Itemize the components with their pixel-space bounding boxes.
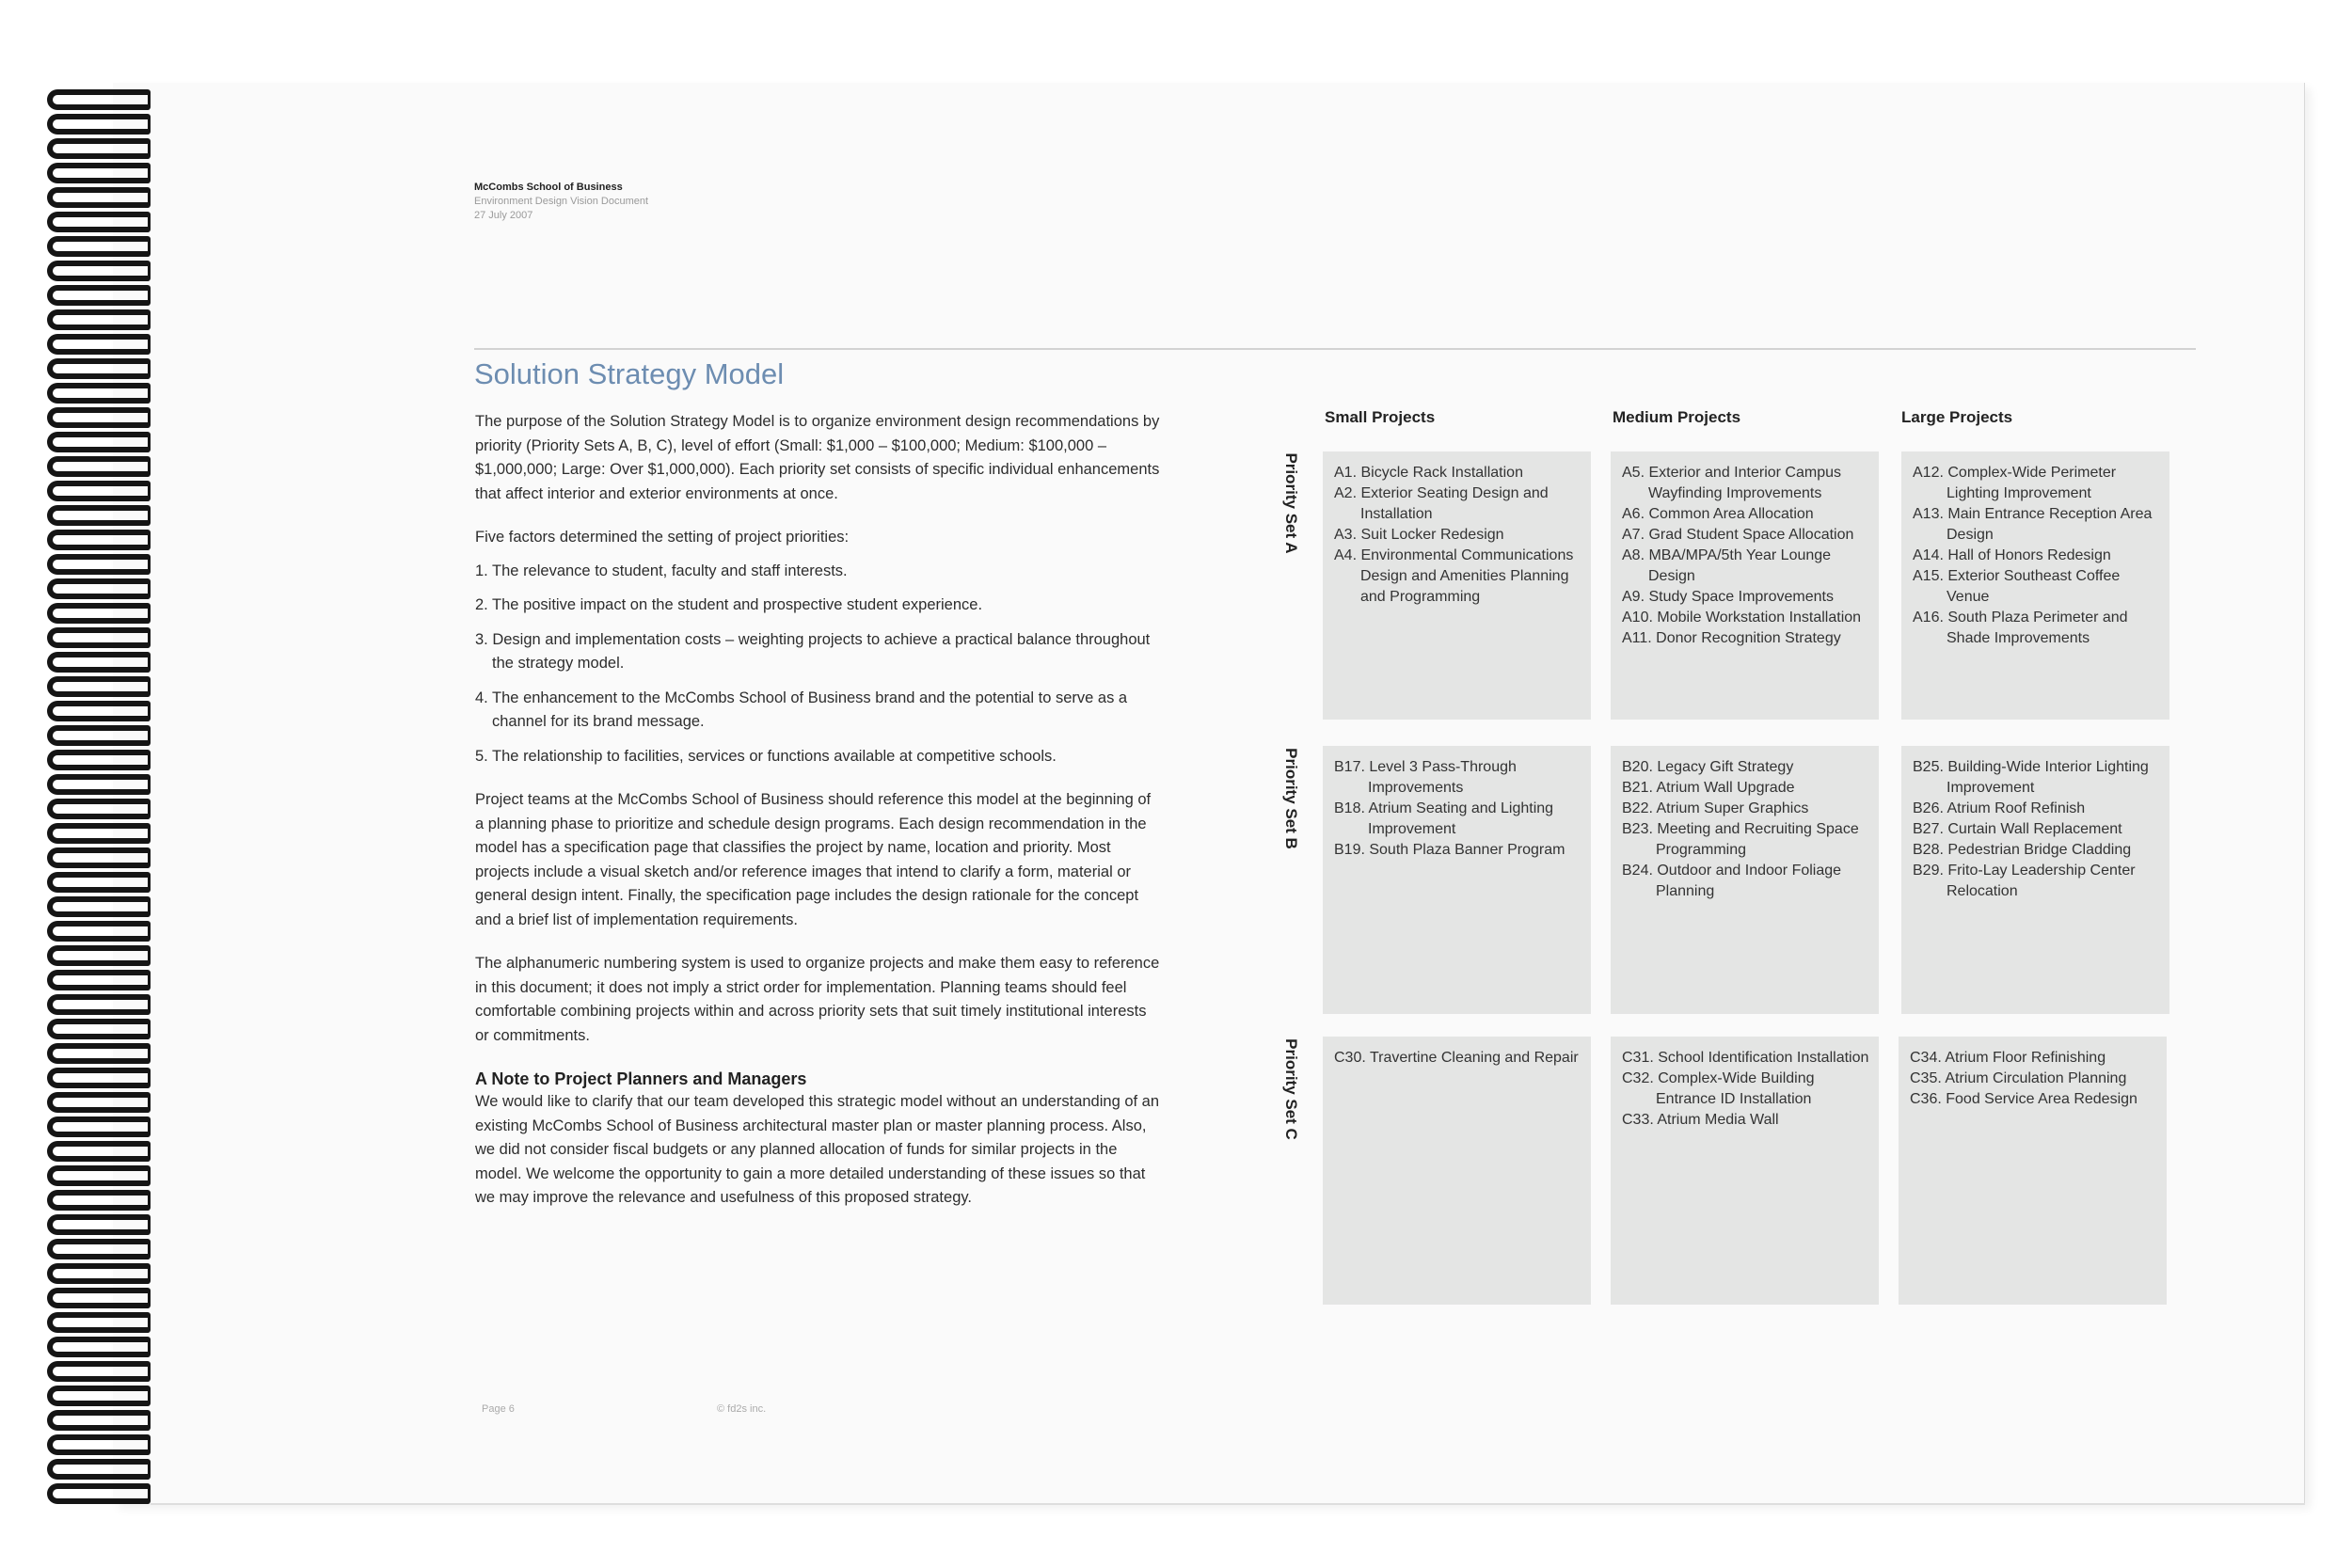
body-text [475, 410, 1162, 1211]
binding-coil [47, 1214, 151, 1235]
project-item: B19. South Plaza Banner Program [1334, 842, 1565, 858]
project-item: A6. Common Area Allocation [1622, 506, 1814, 522]
binding-coil [47, 1019, 151, 1039]
binding-coil [47, 774, 151, 795]
cell-a-large [1901, 451, 2169, 720]
binding-coil [47, 456, 151, 477]
binding-coil [47, 358, 151, 379]
binding-coil [47, 309, 151, 330]
copyright: © fd2s inc. [717, 1403, 767, 1415]
project-item: B23. Meeting and Recruiting Space Programming [1622, 821, 1859, 858]
document-header [474, 181, 648, 223]
factor-item: 1. The relevance to student, faculty and staff interests. [475, 562, 848, 579]
binding-coil [47, 1434, 151, 1455]
header-date: 27 July 2007 [474, 210, 533, 221]
project-item: A11. Donor Recognition Strategy [1622, 630, 1841, 646]
project-item: B28. Pedestrian Bridge Cladding [1913, 842, 2132, 858]
page-number: Page 6 [482, 1403, 515, 1415]
header-divider [474, 348, 2196, 350]
intro-paragraph: The purpose of the Solution Strategy Model is to organize environment design recommendations by priority (Priority Sets A, B, C), level of effort (Small: $1,000 – $100,000; Medium: $100,000 – $1,000,000; Large: Over $1,000,000). Each priority set consists of specific individual enhancements that affect interior and exterior environments at once. [475, 413, 1160, 502]
binding-coil [47, 1337, 151, 1357]
binding-coil [47, 1068, 151, 1088]
binding-coil [47, 970, 151, 990]
project-item: C32. Complex-Wide Building Entrance ID Installation [1622, 1070, 1815, 1107]
binding-coil [47, 1459, 151, 1480]
project-item: C34. Atrium Floor Refinishing [1910, 1050, 2106, 1066]
priority-set-c-label: Priority Set C [1282, 1038, 1300, 1140]
project-item: A10. Mobile Workstation Installation [1622, 610, 1862, 626]
factor-item: 3. Design and implementation costs – weighting projects to achieve a practical balance throughout the strategy model. [475, 630, 1151, 672]
binding-coil [47, 627, 151, 648]
binding-coil [47, 578, 151, 599]
binding-coil [47, 1239, 151, 1259]
project-item: A12. Complex-Wide Perimeter Lighting Improvement [1913, 465, 2117, 501]
column-heading-large: Large Projects [1901, 408, 2013, 426]
project-item: A1. Bicycle Rack Installation [1334, 465, 1523, 481]
binding-coil [47, 1263, 151, 1284]
project-item: B17. Level 3 Pass-Through Improvements [1334, 759, 1517, 796]
binding-coil [47, 1361, 151, 1382]
binding-coil [47, 896, 151, 917]
project-item: B21. Atrium Wall Upgrade [1622, 780, 1795, 796]
project-item: A13. Main Entrance Reception Area Design [1913, 506, 2153, 543]
factor-item: 5. The relationship to facilities, services or functions available at competitive schools. [475, 747, 1057, 765]
project-item: B18. Atrium Seating and Lighting Improvement [1334, 800, 1554, 837]
project-item: A7. Grad Student Space Allocation [1622, 527, 1854, 543]
project-item: C31. School Identification Installation [1622, 1050, 1869, 1066]
project-item: B24. Outdoor and Indoor Foliage Planning [1622, 863, 1842, 899]
binding-coil [47, 1312, 151, 1333]
factor-item: 2. The positive impact on the student and prospective student experience. [475, 596, 983, 613]
binding-coil [47, 505, 151, 526]
header-document: Environment Design Vision Document [474, 196, 649, 207]
binding-coil [47, 701, 151, 721]
project-item: A8. MBA/MPA/5th Year Lounge Design [1622, 547, 1832, 584]
project-item: A14. Hall of Honors Redesign [1913, 547, 2111, 563]
binding-coil [47, 1092, 151, 1113]
project-item: C35. Atrium Circulation Planning [1910, 1070, 2127, 1086]
binding-coil [47, 847, 151, 868]
project-item: C36. Food Service Area Redesign [1910, 1091, 2137, 1107]
binding-coil [47, 212, 151, 232]
binding-coil [47, 163, 151, 183]
binding-coil [47, 1141, 151, 1162]
cell-c-small [1323, 1037, 1591, 1305]
spiral-binding [38, 89, 160, 1519]
binding-coil [47, 823, 151, 844]
project-item: A16. South Plaza Perimeter and Shade Improvements [1913, 610, 2128, 646]
factor-item: 4. The enhancement to the McCombs School of Business brand and the potential to serve as a channel for its brand message. [475, 689, 1128, 730]
note-paragraph: We would like to clarify that our team developed this strategic model without an understanding of an existing McCombs School of Business architectural master plan or master planning process. Also, we did not consider fiscal budgets or any planned allocation of funds for similar projects in the model. We welcome the opportunity to gain a more detailed understanding of these issues so that we may improve the relevance and usefulness of this proposed strategy. [475, 1093, 1160, 1206]
binding-coil [47, 285, 151, 306]
project-item: B26. Atrium Roof Refinish [1913, 800, 2086, 816]
binding-coil [47, 89, 151, 110]
binding-coil [47, 432, 151, 452]
binding-coil [47, 1190, 151, 1211]
binding-coil [47, 1288, 151, 1308]
cell-b-small [1323, 746, 1591, 1014]
cell-c-large [1899, 1037, 2167, 1305]
binding-coil [47, 725, 151, 746]
binding-coil [47, 1165, 151, 1186]
priority-set-a-label: Priority Set A [1282, 452, 1300, 554]
note-heading: A Note to Project Planners and Managers [475, 1069, 807, 1088]
cell-c-medium [1611, 1037, 1879, 1305]
project-item: A15. Exterior Southeast Coffee Venue [1913, 568, 2121, 605]
project-item: B29. Frito-Lay Leadership Center Relocation [1913, 863, 2136, 899]
cell-a-small [1323, 451, 1591, 720]
binding-coil [47, 236, 151, 257]
binding-coil [47, 945, 151, 966]
binding-coil [47, 114, 151, 135]
binding-coil [47, 603, 151, 624]
project-item: C33. Atrium Media Wall [1622, 1112, 1779, 1128]
binding-coil [47, 872, 151, 893]
project-item: C30. Travertine Cleaning and Repair [1334, 1050, 1579, 1066]
binding-coil [47, 1410, 151, 1431]
cell-a-medium [1611, 451, 1879, 720]
binding-coil [47, 261, 151, 281]
column-heading-medium: Medium Projects [1613, 408, 1741, 426]
binding-coil [47, 481, 151, 501]
project-item: A2. Exterior Seating Design and Installation [1334, 485, 1549, 522]
header-school: McCombs School of Business [474, 182, 623, 193]
cell-b-medium [1611, 746, 1879, 1014]
numbering-paragraph: The alphanumeric numbering system is used to organize projects and make them easy to reference in this document; it does not imply a strict order for implementation. Planning teams should feel comfortable combining projects within and across priority sets that suit timely institutional interests or commitments. [475, 955, 1160, 1044]
binding-coil [47, 407, 151, 428]
binding-coil [47, 676, 151, 697]
binding-coil [47, 1117, 151, 1137]
cell-b-large [1901, 746, 2169, 1014]
binding-coil [47, 138, 151, 159]
binding-coil [47, 1483, 151, 1504]
project-item: B20. Legacy Gift Strategy [1622, 759, 1794, 775]
binding-coil [47, 1043, 151, 1064]
binding-coil [47, 799, 151, 819]
project-item: A5. Exterior and Interior Campus Wayfinding Improvements [1622, 465, 1841, 501]
binding-coil [47, 187, 151, 208]
project-item: A9. Study Space Improvements [1622, 589, 1834, 605]
column-heading-small: Small Projects [1325, 408, 1436, 426]
binding-coil [47, 554, 151, 575]
factors-intro: Five factors determined the setting of project priorities: [475, 529, 850, 546]
project-item: A4. Environmental Communications Design and Amenities Planning and Programming [1334, 547, 1574, 605]
project-item: B27. Curtain Wall Replacement [1913, 821, 2122, 837]
binding-coil [47, 1386, 151, 1406]
page-title: Solution Strategy Model [474, 357, 785, 390]
binding-coil [47, 652, 151, 673]
binding-coil [47, 921, 151, 942]
binding-coil [47, 334, 151, 355]
project-item: A3. Suit Locker Redesign [1334, 527, 1504, 543]
project-item: B25. Building-Wide Interior Lighting Improvement [1913, 759, 2149, 796]
binding-coil [47, 994, 151, 1015]
binding-coil [47, 750, 151, 770]
planning-paragraph: Project teams at the McCombs School of Business should reference this model at the beginning of a planning phase to prioritize and schedule design programs. Each design recommendation in the model has a specification page that classifies the project by name, location and priority. Most projects include a visual sketch and/or reference images that intend to clarify a form, material or general design intent. Finally, the specification page includes the design rationale for the concept and a brief list of implementation requirements. [475, 791, 1152, 928]
binding-coil [47, 383, 151, 404]
binding-coil [47, 530, 151, 550]
priority-set-b-label: Priority Set B [1282, 748, 1300, 849]
project-item: B22. Atrium Super Graphics [1622, 800, 1809, 816]
